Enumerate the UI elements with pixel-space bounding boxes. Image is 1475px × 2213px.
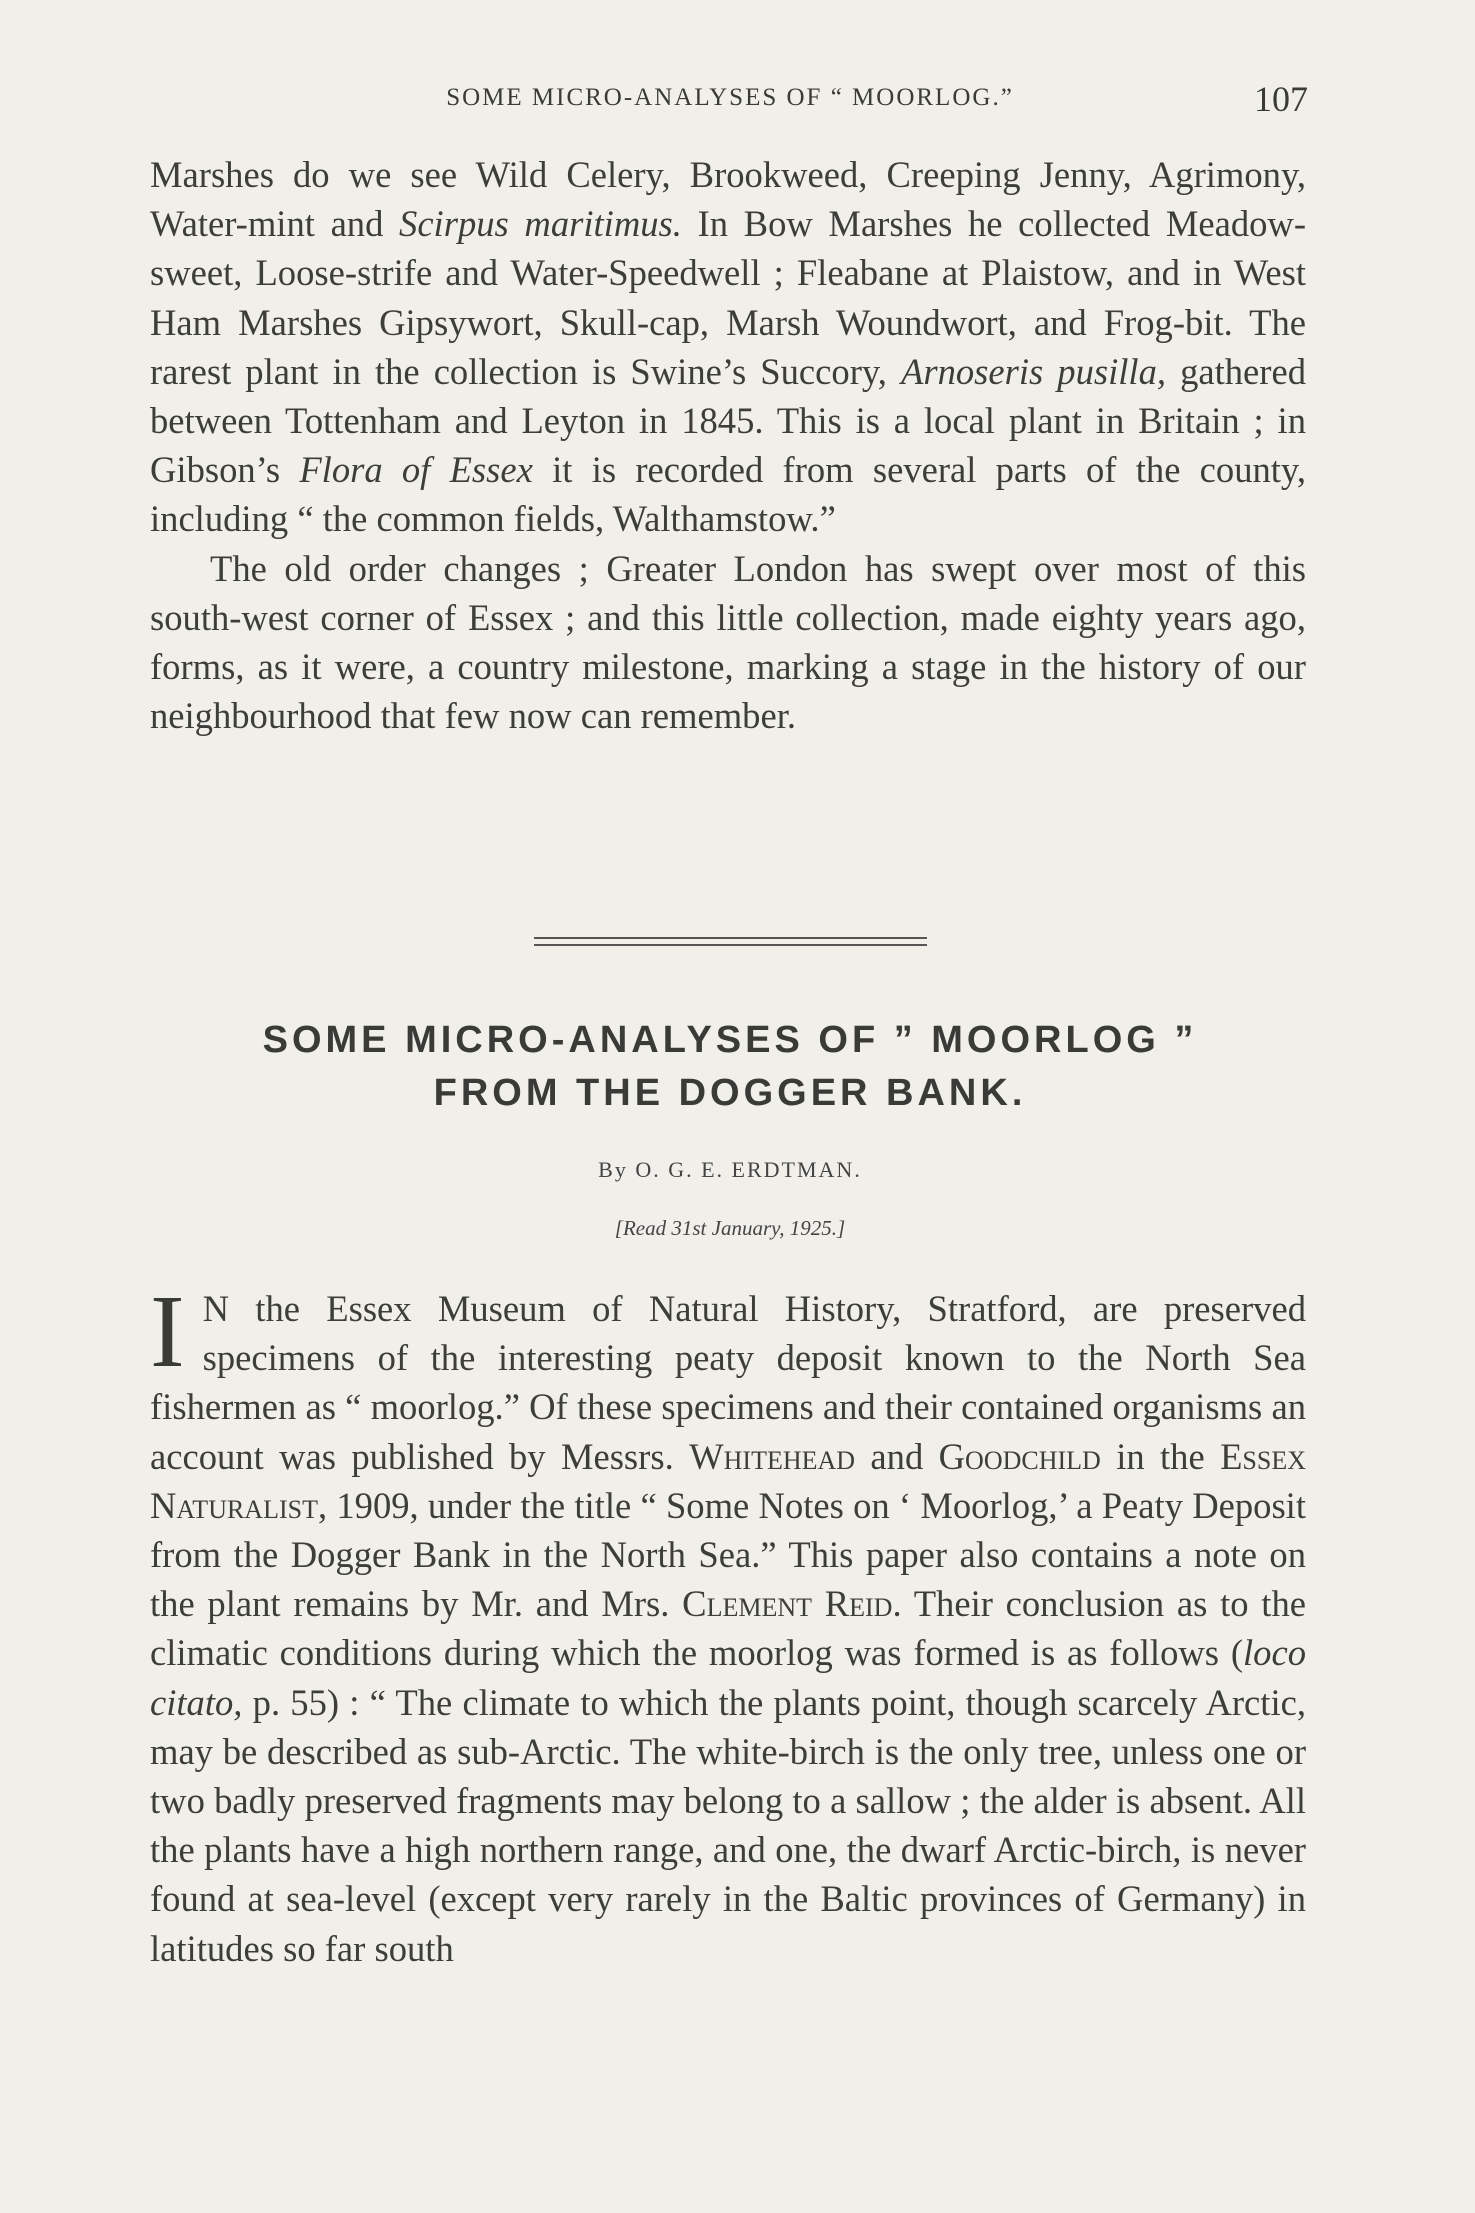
text-run: and xyxy=(855,1435,939,1477)
paragraph xyxy=(150,1274,1307,1973)
text-run: 1909, under the title “ Some Notes on ‘ Moorlog,’ a Peaty Deposit from the Dogger Bank in the North Sea.” This paper also contains a note on the plant remains by Mr. and Mrs. xyxy=(150,1484,1306,1625)
small-caps-name: Goodchild xyxy=(938,1435,1101,1477)
paragraph: The old order changes ; Greater London has swept over most of this south-west corner of Essex ; and this little collection, made eighty years ago, forms, as it were, a country milestone, marking a stage in the history of our neighbourhood that few now can remember. xyxy=(150,547,1306,737)
small-caps-name: Whitehead xyxy=(689,1435,856,1477)
section-divider xyxy=(534,937,927,946)
text-run: In Bow Marshes he collected Meadow-sweet, Loose-strife and Water-Speedwell ; Fleabane at Plaistow, and in West Ham Marshes Gipsywort, Skull-cap, Marsh Woundwort, and Frog-bit. The rarest plant in the collection is Swine’s Succory, xyxy=(150,203,1306,392)
article-title-line-2: FROM THE DOGGER BANK. xyxy=(433,1072,1027,1114)
read-date: [Read 31st January, 1925.] xyxy=(614,1216,846,1240)
text-run: p. 55) : “ The climate to which the plants point, though scarcely Arctic, may be described as sub-Arctic. The white-birch is the only tree, unless one or two badly preserved fragments may belong to a sallow ; the alder is absent. All the plants have a high northern range, and one, the dwarf Arctic-birch, is never found at sea-level (except very rarely in the Baltic provinces of Germany) in latitudes so far south xyxy=(150,1681,1306,1969)
previous-article-text xyxy=(150,150,1306,740)
text-run: Their conclusion as to the climatic conditions during which the moorlog was formed is as follows ( xyxy=(150,1583,1306,1674)
small-caps-name: Essex Naturalist, xyxy=(150,1435,1307,1526)
italic-text: Scirpus maritimus. xyxy=(399,203,682,245)
running-title: SOME MICRO-ANALYSES OF “ MOORLOG.” xyxy=(446,84,1014,111)
running-header xyxy=(150,78,1310,122)
author-byline: By O. G. E. ERDTMAN. xyxy=(598,1157,862,1182)
paragraph xyxy=(150,150,1306,544)
italic-text: Flora of Essex xyxy=(299,449,533,491)
text-run: N the Essex Museum of Natural History, Stratford, are preserved specimens of the interesting peaty deposit known to the North Sea fishermen as “ moorlog.” Of these specimens and their contained organisms an account was published by Messrs. xyxy=(150,1288,1306,1477)
drop-cap: I xyxy=(150,1274,185,1389)
text-run: it is recorded from several parts of the county, including “ the common fields, Walthamstow.” xyxy=(150,449,1306,540)
page-number: 107 xyxy=(1254,79,1308,119)
italic-text: loco citato, xyxy=(150,1632,1306,1723)
italic-text: Arnoseris pusilla, xyxy=(900,350,1167,392)
text-run: gathered between Tottenham and Leyton in 1845. This is a local plant in Britain ; in Gibson’s xyxy=(150,350,1306,491)
article-title-line-1: SOME MICRO-ANALYSES OF ” MOORLOG ” xyxy=(262,1019,1198,1061)
article-body xyxy=(150,1274,1307,1973)
text-run: Marshes do we see Wild Celery, Brookweed, Creeping Jenny, Agrimony, Water-mint and xyxy=(150,154,1306,245)
small-caps-name: Clement Reid. xyxy=(682,1583,902,1625)
text-run: in the xyxy=(1100,1435,1221,1477)
